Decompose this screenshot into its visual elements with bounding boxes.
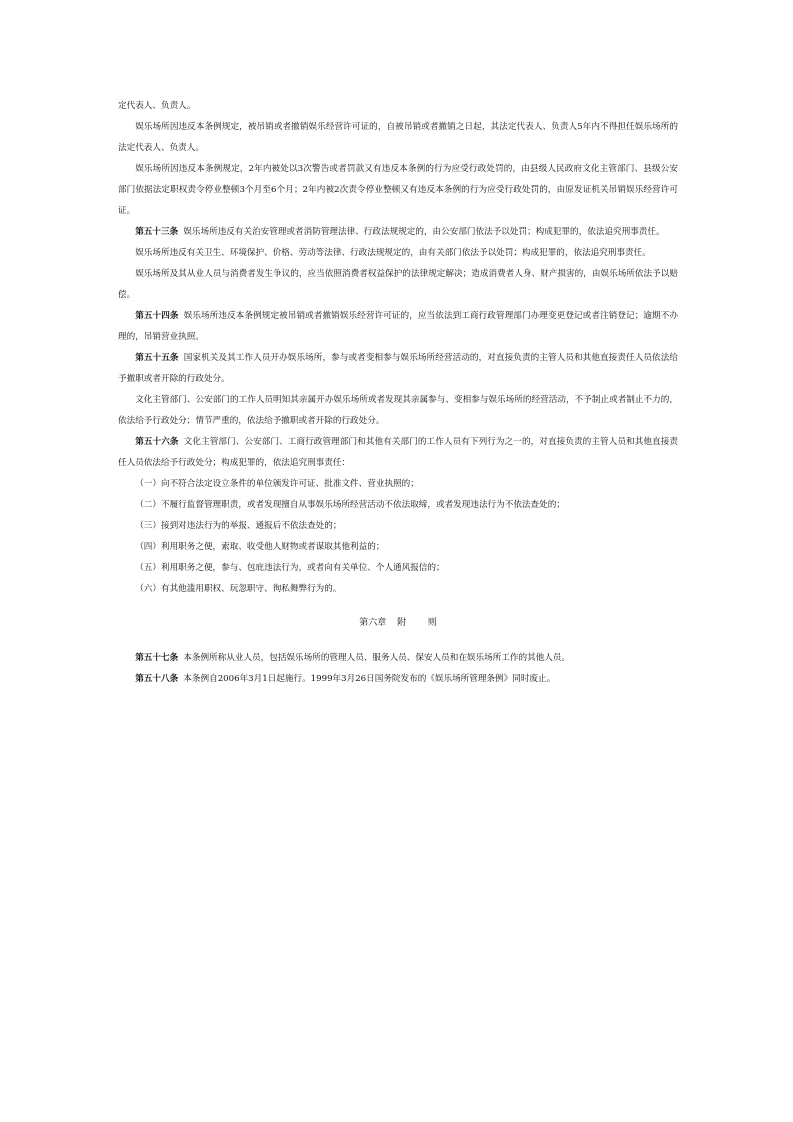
article-text: 本条例所称从业人员，包括娱乐场所的管理人员、服务人员、保安人员和在娱乐场所工作的其他人员。 [183,653,571,663]
article-56 [118,432,678,474]
article-label: 第五十七条 [135,653,179,663]
paragraph: 娱乐场所因违反本条例规定，2年内被处以3次警告或者罚款又有违反本条例的行为应受行政处罚的，由县级人民政府文化主管部门、县级公安部门依据法定职权责令停业整顿3个月至6个月；2年内被2次责令停业整顿又有违反本条例的行为应受行政处罚的，由原发证机关吊销娱乐经营许可证。 [118,164,678,216]
chapter-number: 第六章 [359,618,387,628]
chapter-heading [118,613,678,634]
article-54 [118,306,678,348]
list-item: （五）利用职务之便，参与、包庇违法行为，或者向有关单位、个人通风报信的； [135,563,445,573]
list-item: （四）利用职务之便，索取、收受他人财物或者谋取其他利益的； [135,542,385,552]
article-53 [118,222,678,243]
article-text: 娱乐场所违反有关治安管理或者消防管理法律、行政法规规定的，由公安部门依法予以处罚；构成犯罪的，依法追究刑事责任。 [183,227,665,237]
paragraph: 文化主管部门、公安部门的工作人员明知其亲属开办娱乐场所或者发现其亲属参与、变相参与娱乐场所的经营活动，不予制止或者制止不力的，依法给予行政处分；情节严重的，依法给予撤职或者开除的行政处分。 [118,395,678,426]
article-label: 第五十八条 [135,674,179,684]
article-57 [118,648,678,669]
paragraph: 娱乐场所因违反本条例规定，被吊销或者撤销娱乐经营许可证的，自被吊销或者撤销之日起，其法定代表人、负责人5年内不得担任娱乐场所的法定代表人、负责人。 [118,122,678,153]
chapter-title-part: 则 [427,618,437,628]
list-item: （六）有其他滥用职权、玩忽职守、徇私舞弊行为的。 [135,584,342,594]
paragraph: 娱乐场所违反有关卫生、环境保护、价格、劳动等法律、行政法规规定的，由有关部门依法予以处罚；构成犯罪的，依法追究刑事责任。 [135,248,651,258]
paragraph: 娱乐场所及其从业人员与消费者发生争议的，应当依照消费者权益保护的法律规定解决；造成消费者人身、财产损害的，由娱乐场所依法予以赔偿。 [118,269,678,300]
list-item: （一）向不符合法定设立条件的单位颁发许可证、批准文件、营业执照的； [135,479,419,489]
article-label: 第五十四条 [135,311,179,321]
document-page [118,96,678,690]
article-text: 本条例自2006年3月1日起施行。1999年3月26日国务院发布的《娱乐场所管理条例》同时废止。 [183,674,556,684]
chapter-title-part: 附 [397,618,407,628]
article-55 [118,348,678,390]
article-58 [118,669,678,690]
article-text: 娱乐场所违反本条例规定被吊销或者撤销娱乐经营许可证的，应当依法到工商行政管理部门办理变更登记或者注销登记；逾期不办理的，吊销营业执照。 [118,311,678,342]
article-text: 文化主管部门、公安部门、工商行政管理部门和其他有关部门的工作人员有下列行为之一的，对直接负责的主管人员和其他直接责任人员依法给予行政处分；构成犯罪的，依法追究刑事责任： [118,437,678,468]
article-label: 第五十三条 [135,227,179,237]
article-label: 第五十六条 [135,437,179,447]
list-item: （二）不履行监督管理职责，或者发现擅自从事娱乐场所经营活动不依法取缔，或者发现违法行为不依法查处的； [135,500,565,510]
list-item: （三）接到对违法行为的举报、通报后不依法查处的； [135,521,342,531]
paragraph: 定代表人、负责人。 [118,101,196,111]
article-label: 第五十五条 [135,353,179,363]
article-text: 国家机关及其工作人员开办娱乐场所，参与或者变相参与娱乐场所经营活动的，对直接负责的主管人员和其他直接责任人员依法给予撤职或者开除的行政处分。 [118,353,678,384]
